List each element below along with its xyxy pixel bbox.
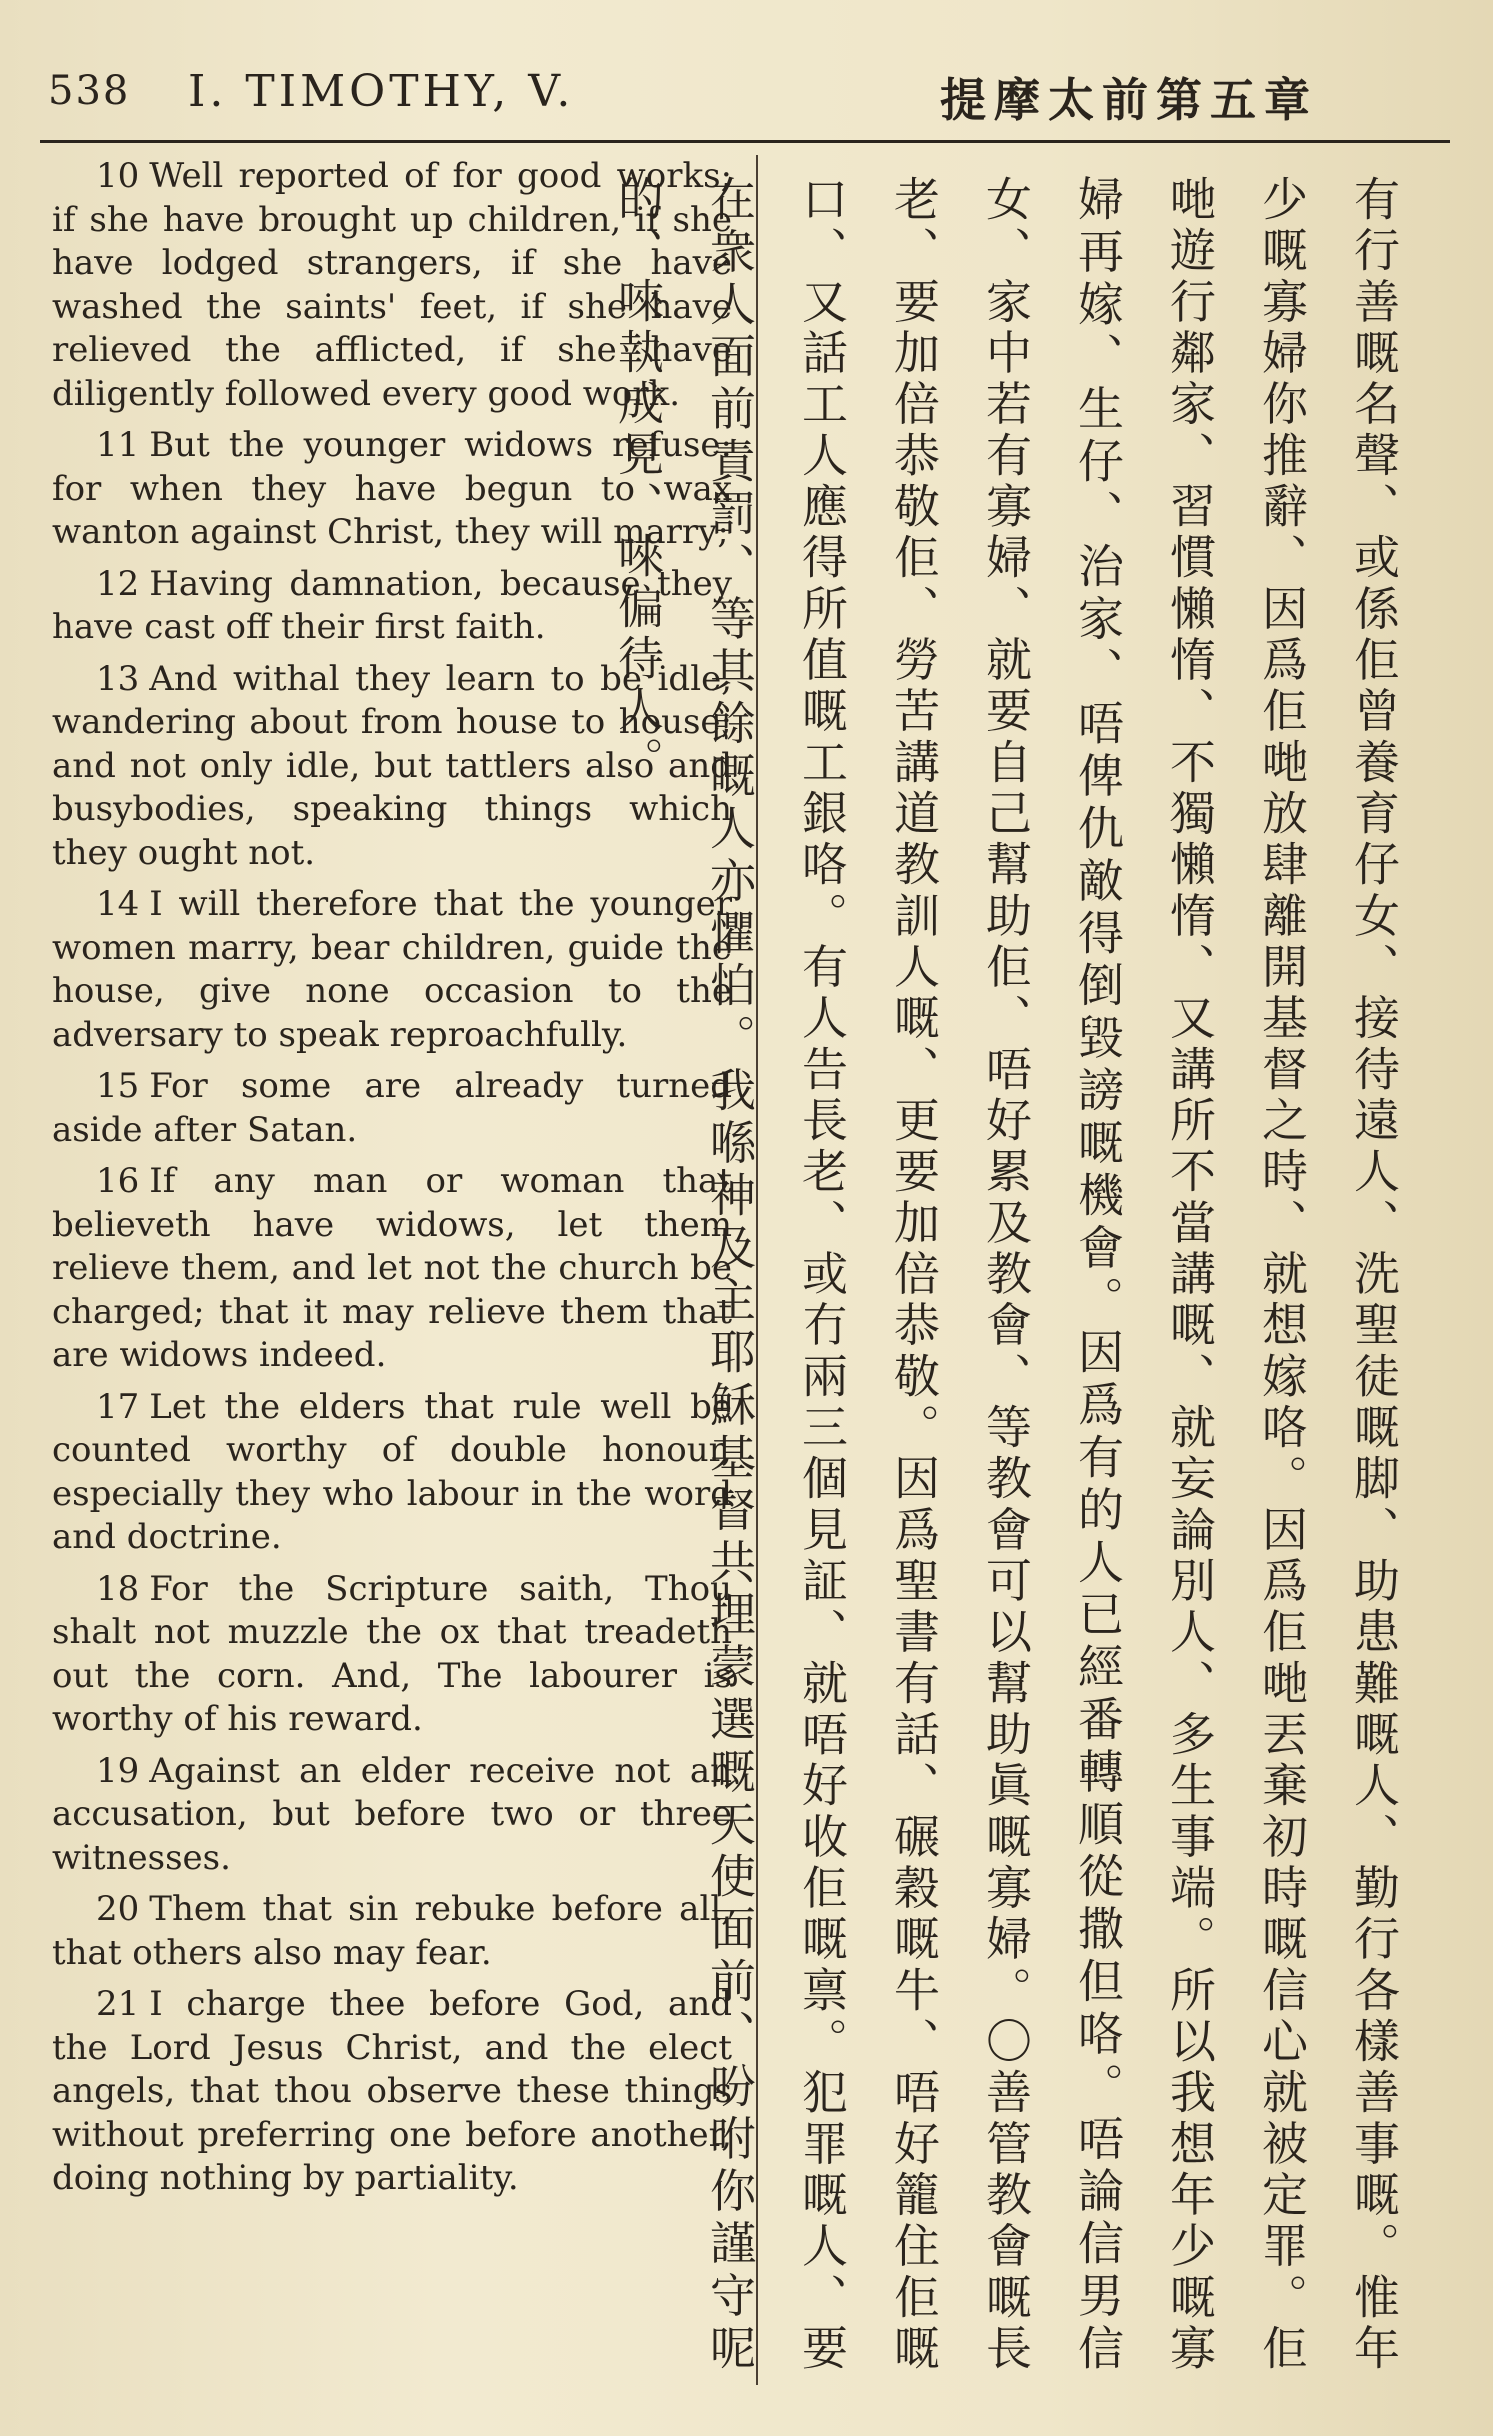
chinese-column <box>611 175 1420 2375</box>
verse-number: 20 <box>96 1889 140 1929</box>
page-number: 538 <box>48 68 131 114</box>
verse-text: Having damnation, because they have cast off their first faith. <box>52 563 732 647</box>
verse-text: Them that sin rebuke before all, that others also may fear. <box>52 1889 732 1973</box>
verse-number: 19 <box>96 1750 140 1791</box>
verse-text: And withal they learn to be idle, wandering about from house to house; and not only idle, but tattlers also and busybodies, speaking things which they ought not. <box>52 658 732 873</box>
verse-text: Against an elder receive not an accusation, but before two or three witnesses. <box>52 1750 732 1878</box>
verse-text: If any man or woman that believeth have widows, let them relieve them, and let not the church be charged; that it may relieve them that are widows indeed. <box>52 1161 732 1375</box>
chinese-text: 有行善嘅名聲、或係佢曾養育仔女、接待遠人、洗聖徒嘅脚、助患難嘅人、勤行各樣善事嘅。惟年少嘅寡婦你推辭、因爲佢哋放肆離開基督之時、就想嫁咯。因爲佢哋丟棄初時嘅信心就被定罪。佢哋遊行鄰家、習慣懶惰、不獨懶惰、又講所不當講嘅、就妄論別人、多生事端。所以我想年少嘅寡婦再嫁、生仔、治家、唔俾仇敵得倒毀謗嘅機會。因爲有的人已經番轉順從撒但咯。唔論信男信女、家中若有寡婦、就要自己幫助佢、唔好累及教會、等教會可以幫助眞嘅寡婦。〇善管教會嘅長老、要加倍恭敬佢、勞苦講道教訓人嘅、更要加倍恭敬。因爲聖書有話、碾穀嘅牛、唔好籠住佢嘅口、又話工人應得所值嘅工銀咯。有人告長老、或冇兩三個見証、就唔好收佢嘅禀。犯罪嘅人、要在衆人面前責罰、等其餘嘅人亦懼怕。我喺神及主耶穌基督共埋蒙選嘅天使面前、吩咐你謹守呢的、唻執成見、唻偏待人。 <box>611 175 1401 2375</box>
verse-number: 13 <box>96 658 140 699</box>
verse-text: I will therefore that the younger women marry, bear children, guide the house, give none occasion to the adversary to speak reproachfully. <box>52 884 732 1055</box>
verse-number: 21 <box>96 1984 140 2024</box>
verse-number: 16 <box>96 1161 140 1201</box>
verse-text: I charge thee before God, and the Lord Jesus Christ, and the elect angels, that thou observe these things without preferring one before another, doing nothing by partiality. <box>52 1984 732 2198</box>
header-rule <box>40 140 1450 143</box>
verse-number: 15 <box>96 1066 140 1106</box>
verse-number: 14 <box>96 884 140 924</box>
book-title: I. TIMOTHY, V. <box>188 66 575 117</box>
verse-number: 12 <box>96 563 140 604</box>
verse-text: Well reported of for good works; if she have brought up children, if she have lodged strangers, if she have washed the saints' feet, if she have relieved the afflicted, if she have diligently followed every good work. <box>52 156 732 414</box>
verse-number: 11 <box>96 425 140 465</box>
verse-text: But the younger widows refuse: for when they have begun to wax wanton against Christ, they will marry; <box>52 425 732 552</box>
verse-text: Let the elders that rule well be counted worthy of double honour, especially they who labour in the word and doctrine. <box>52 1386 732 1557</box>
chinese-title: 提摩太前第五章 <box>940 73 1318 127</box>
verse-number: 17 <box>96 1386 140 1427</box>
verse-number: 10 <box>96 156 140 196</box>
page-header <box>48 50 1448 140</box>
verse-number: 18 <box>96 1568 140 1609</box>
verse-text: For some are already turned aside after Satan. <box>52 1066 732 1150</box>
verse-text: For the Scripture saith, Thou shalt not muzzle the ox that treadeth out the corn. And, The labourer is worthy of his reward. <box>52 1568 732 1739</box>
